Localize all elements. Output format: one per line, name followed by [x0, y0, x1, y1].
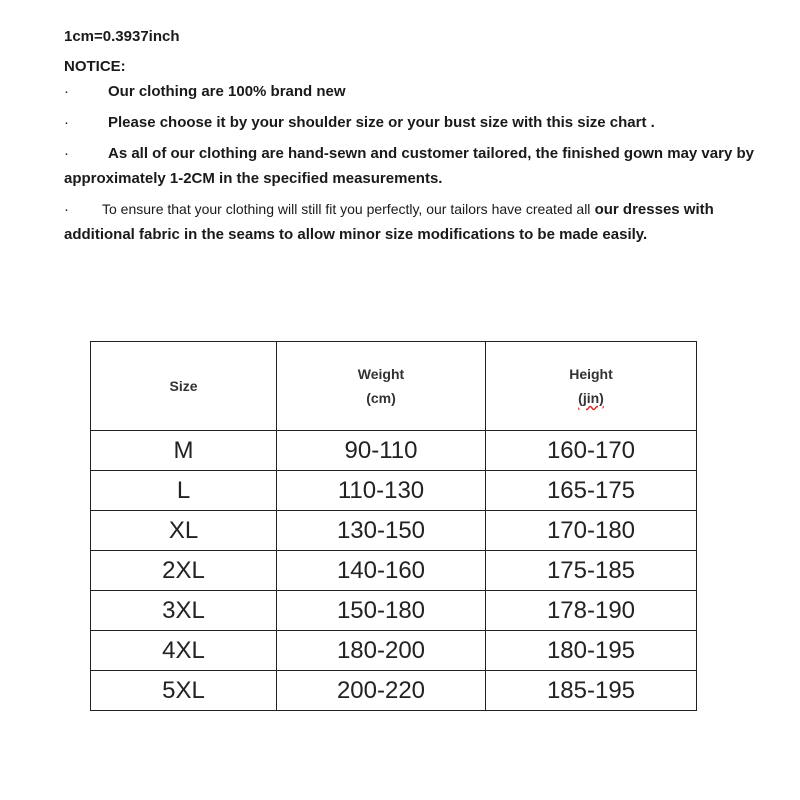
size-cell: L: [91, 471, 277, 511]
notice-title: NOTICE:: [64, 58, 126, 75]
notice-bullet: [64, 197, 764, 247]
height-cell: 180-195: [486, 631, 697, 671]
header-label: Weight: [357, 366, 405, 382]
bullet-dot: ·: [64, 201, 69, 218]
table-row: [91, 471, 697, 511]
bullet-dot: ·: [64, 114, 69, 131]
header-height: [486, 342, 697, 431]
header-label: Height: [569, 366, 613, 382]
bullet-text: [64, 197, 764, 247]
bullet-dot: ·: [64, 83, 69, 100]
bullet-dot: ·: [64, 145, 69, 162]
notice-bullet: [64, 141, 764, 191]
weight-cell: 110-130: [277, 471, 486, 511]
weight-cell: 140-160: [277, 551, 486, 591]
size-cell: 4XL: [91, 631, 277, 671]
weight-cell: 150-180: [277, 591, 486, 631]
table-row: [91, 671, 697, 711]
height-cell: 160-170: [486, 431, 697, 471]
header-unit: (cm): [366, 390, 396, 406]
table-row: [91, 431, 697, 471]
size-cell: 5XL: [91, 671, 277, 711]
header-label: Size: [169, 378, 198, 394]
table-row: [91, 511, 697, 551]
header-unit: (jin): [578, 390, 604, 406]
bullet-text: As all of our clothing are hand-sewn and customer tailored, the finished gown may vary by approximately 1-2CM in the specified measurements.: [64, 145, 754, 187]
height-cell: 178-190: [486, 591, 697, 631]
table-row: [91, 631, 697, 671]
notice-bullet: [64, 79, 764, 104]
size-chart-table: [90, 341, 697, 711]
height-cell: 175-185: [486, 551, 697, 591]
bullet-text: Please choose it by your shoulder size or your bust size with this size chart .: [108, 114, 655, 131]
notice-block: [64, 24, 764, 247]
notice-bullet: [64, 110, 764, 135]
size-cell: 3XL: [91, 591, 277, 631]
bullet-text: Our clothing are 100% brand new: [108, 83, 346, 100]
size-cell: 2XL: [91, 551, 277, 591]
size-cell: XL: [91, 511, 277, 551]
height-cell: 170-180: [486, 511, 697, 551]
unit-conversion: 1cm=0.3937inch: [64, 28, 180, 45]
table-row: [91, 551, 697, 591]
bullet-text-part: To ensure that your clothing will still fit you perfectly, our tailors have created all: [102, 201, 591, 217]
weight-cell: 130-150: [277, 511, 486, 551]
weight-cell: 90-110: [277, 431, 486, 471]
weight-cell: 200-220: [277, 671, 486, 711]
table-header-row: [91, 342, 697, 431]
height-cell: 185-195: [486, 671, 697, 711]
height-cell: 165-175: [486, 471, 697, 511]
table-row: [91, 591, 697, 631]
bullet-text-part: our dresses with additional fabric in the seams to allow minor size modifications to be made easily.: [64, 201, 714, 243]
size-cell: M: [91, 431, 277, 471]
header-weight: [277, 342, 486, 431]
weight-cell: 180-200: [277, 631, 486, 671]
header-size: [91, 342, 277, 431]
